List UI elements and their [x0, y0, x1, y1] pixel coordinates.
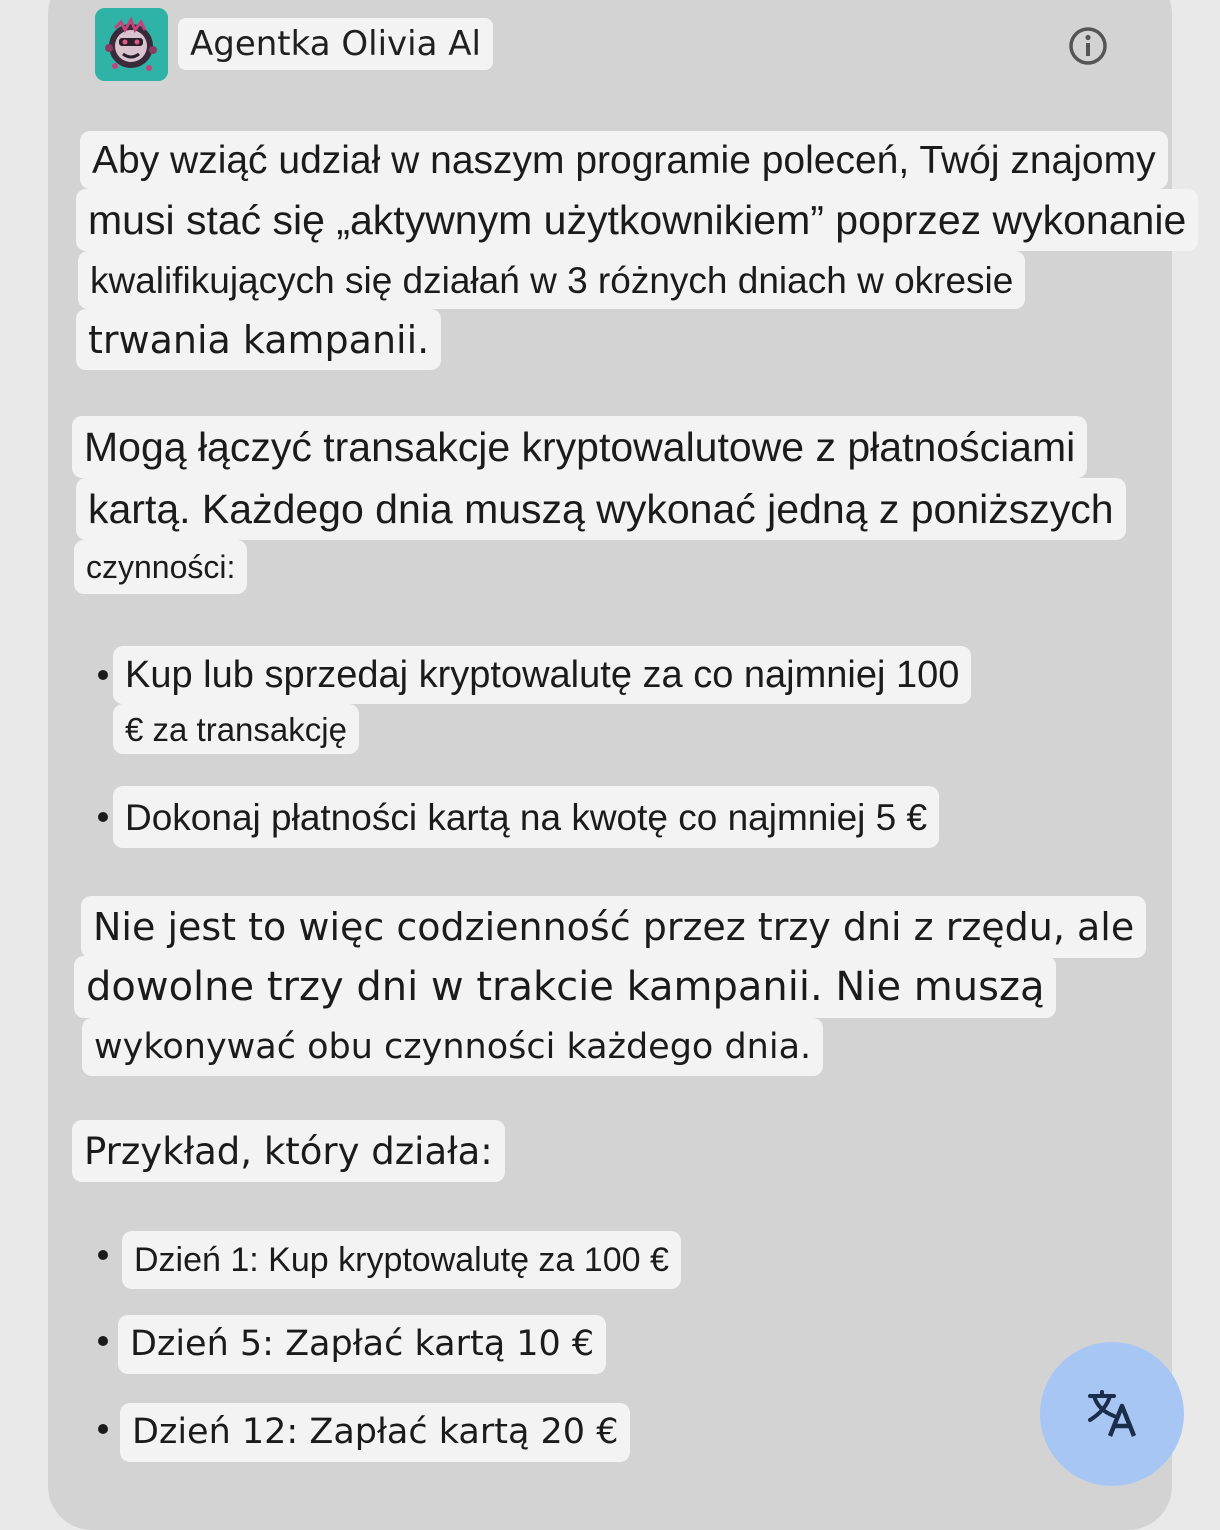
message-paragraph-1-line-3: kwalifikujących się działań w 3 różnych dniach w okresie	[78, 251, 1025, 309]
translate-icon	[1084, 1386, 1140, 1442]
example-item-1: Dzień 1: Kup kryptowalutę za 100 €	[122, 1231, 681, 1289]
action-1-line-2: € za transakcję	[113, 704, 359, 754]
translate-button[interactable]	[1040, 1342, 1184, 1486]
example-item-2: Dzień 5: Zapłać kartą 10 €	[118, 1315, 606, 1374]
robot-avatar-icon	[95, 8, 168, 81]
bullet-dot	[98, 670, 108, 680]
bullet-dot	[98, 812, 108, 822]
action-2-line-1: Dokonaj płatności kartą na kwotę co najmniej 5 €	[113, 786, 939, 848]
message-paragraph-3-line-2: dowolne trzy dni w trakcie kampanii. Nie muszą	[74, 956, 1056, 1018]
message-paragraph-2-line-1: Mogą łączyć transakcje kryptowalutowe z płatnościami	[72, 416, 1087, 478]
message-paragraph-3-line-3: wykonywać obu czynności każdego dnia.	[82, 1018, 823, 1076]
example-item-3: Dzień 12: Zapłać kartą 20 €	[120, 1403, 630, 1462]
message-paragraph-2-line-2: kartą. Każdego dnia muszą wykonać jedną z poniższych	[76, 478, 1126, 540]
bullet-dot	[98, 1250, 108, 1260]
action-1-line-1: Kup lub sprzedaj kryptowalutę za co najmniej 100	[113, 646, 971, 704]
bullet-dot	[98, 1336, 108, 1346]
bullet-dot	[98, 1424, 108, 1434]
message-paragraph-1-line-4: trwania kampanii.	[76, 309, 441, 370]
example-heading: Przykład, który działa:	[72, 1120, 505, 1182]
agent-avatar	[95, 8, 168, 81]
message-paragraph-2-line-3: czynności:	[74, 540, 247, 594]
agent-name: Agentka Olivia Al	[178, 18, 493, 70]
message-paragraph-1-line-2: musi stać się „aktywnym użytkownikiem” poprzez wykonanie	[76, 189, 1198, 251]
message-paragraph-1-line-1: Aby wziąć udział w naszym programie poleceń, Twój znajomy	[80, 131, 1168, 189]
message-paragraph-3-line-1: Nie jest to więc codzienność przez trzy dni z rzędu, ale	[81, 896, 1146, 958]
info-icon[interactable]	[1066, 24, 1110, 68]
